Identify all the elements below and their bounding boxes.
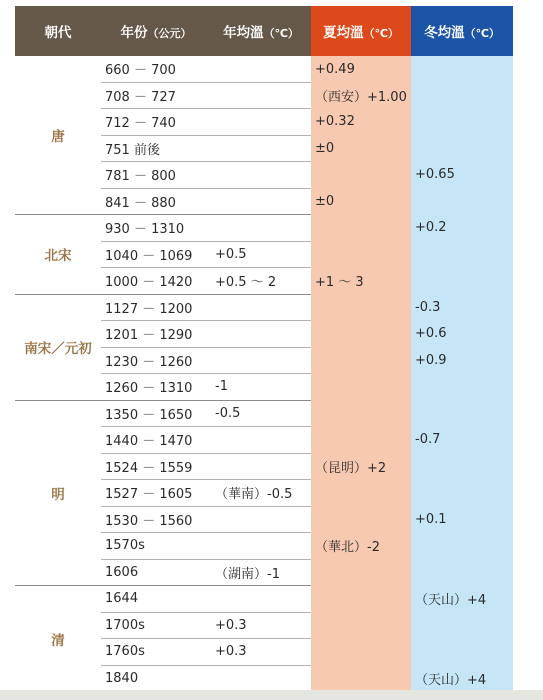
annual-temp-cell: +0.5 ～ 2 bbox=[211, 268, 311, 295]
winter-temp-cell bbox=[411, 82, 513, 109]
annual-temp-cell bbox=[211, 427, 311, 454]
winter-temp-cell bbox=[411, 56, 513, 82]
header-dynasty: 朝代 bbox=[15, 6, 101, 56]
year-cell: 751 前後 bbox=[101, 135, 211, 162]
winter-temp-cell: （天山）+4 bbox=[411, 665, 513, 692]
summer-temp-cell bbox=[311, 665, 411, 692]
summer-temp-cell bbox=[311, 374, 411, 401]
annual-temp-cell bbox=[211, 135, 311, 162]
winter-temp-cell bbox=[411, 533, 513, 560]
summer-temp-cell bbox=[311, 480, 411, 507]
year-cell: 1260 － 1310 bbox=[101, 374, 211, 401]
annual-temp-cell bbox=[211, 109, 311, 136]
year-cell: 930 － 1310 bbox=[101, 215, 211, 242]
winter-temp-cell bbox=[411, 268, 513, 295]
summer-temp-cell: +0.32 bbox=[311, 109, 411, 136]
summer-temp-cell bbox=[311, 612, 411, 639]
winter-temp-cell: +0.65 bbox=[411, 162, 513, 189]
winter-temp-cell bbox=[411, 135, 513, 162]
summer-temp-cell bbox=[311, 400, 411, 427]
header-winter-unit: （℃） bbox=[464, 27, 500, 40]
header-year: 年份（公元） bbox=[101, 6, 211, 56]
year-cell: 1760s bbox=[101, 639, 211, 666]
year-cell: 1527 － 1605 bbox=[101, 480, 211, 507]
summer-temp-cell bbox=[311, 559, 411, 586]
summer-temp-cell: （昆明）+2 bbox=[311, 453, 411, 480]
winter-temp-cell: +0.6 bbox=[411, 321, 513, 348]
annual-temp-cell bbox=[211, 586, 311, 613]
annual-temp-cell bbox=[211, 533, 311, 560]
annual-temp-cell bbox=[211, 506, 311, 533]
summer-temp-cell: +0.49 bbox=[311, 56, 411, 82]
header-summer-temp: 夏均溫（℃） bbox=[311, 6, 411, 56]
dynasty-cell: 南宋／元初 bbox=[15, 294, 101, 400]
year-cell: 1606 bbox=[101, 559, 211, 586]
header-annual-temp: 年均溫（℃） bbox=[211, 6, 311, 56]
annual-temp-cell: +0.5 bbox=[211, 241, 311, 268]
annual-temp-cell bbox=[211, 188, 311, 215]
annual-temp-cell: -0.5 bbox=[211, 400, 311, 427]
bottom-strip bbox=[0, 690, 543, 700]
annual-temp-cell bbox=[211, 82, 311, 109]
annual-temp-cell: （湖南）-1 bbox=[211, 559, 311, 586]
annual-temp-cell bbox=[211, 665, 311, 692]
year-cell: 1040 － 1069 bbox=[101, 241, 211, 268]
year-cell: 1230 － 1260 bbox=[101, 347, 211, 374]
year-cell: 1700s bbox=[101, 612, 211, 639]
annual-temp-cell bbox=[211, 56, 311, 82]
winter-temp-cell: +0.2 bbox=[411, 215, 513, 242]
annual-temp-cell: -1 bbox=[211, 374, 311, 401]
dynasty-cell: 清 bbox=[51, 632, 65, 649]
annual-temp-cell bbox=[211, 294, 311, 321]
winter-temp-cell bbox=[411, 480, 513, 507]
annual-temp-cell bbox=[211, 162, 311, 189]
dynasty-cell: 唐 bbox=[15, 56, 101, 215]
table-row bbox=[15, 294, 513, 321]
annual-temp-cell bbox=[211, 321, 311, 348]
year-cell: 1127 － 1200 bbox=[101, 294, 211, 321]
year-cell: 1570s bbox=[101, 533, 211, 560]
winter-temp-cell: -0.7 bbox=[411, 427, 513, 454]
summer-temp-cell bbox=[311, 639, 411, 666]
table-row bbox=[15, 586, 513, 613]
header-year-unit: （公元） bbox=[147, 27, 192, 40]
year-cell: 1644 bbox=[101, 586, 211, 613]
year-cell: 1840 bbox=[101, 665, 211, 692]
year-cell: 1350 － 1650 bbox=[101, 400, 211, 427]
table-body bbox=[15, 56, 513, 692]
year-cell: 1524 － 1559 bbox=[101, 453, 211, 480]
temperature-table bbox=[15, 6, 513, 692]
summer-temp-cell bbox=[311, 427, 411, 454]
winter-temp-cell: +0.1 bbox=[411, 506, 513, 533]
year-cell: 1000 － 1420 bbox=[101, 268, 211, 295]
winter-temp-cell bbox=[411, 453, 513, 480]
header-summer-unit: （℃） bbox=[363, 27, 399, 40]
winter-temp-cell: +0.9 bbox=[411, 347, 513, 374]
annual-temp-cell bbox=[211, 453, 311, 480]
annual-temp-cell bbox=[211, 215, 311, 242]
summer-temp-cell bbox=[311, 506, 411, 533]
summer-temp-cell: +1 ～ 3 bbox=[311, 268, 411, 295]
header-annual-unit: （℃） bbox=[263, 27, 299, 40]
winter-temp-cell bbox=[411, 188, 513, 215]
summer-temp-cell bbox=[311, 321, 411, 348]
summer-temp-cell: ±0 bbox=[311, 188, 411, 215]
winter-temp-cell bbox=[411, 639, 513, 666]
dynasty-cell: 明 bbox=[15, 400, 101, 586]
annual-temp-cell: +0.3 bbox=[211, 612, 311, 639]
summer-temp-cell bbox=[311, 241, 411, 268]
winter-temp-cell: （天山）+4 bbox=[411, 586, 513, 613]
annual-temp-cell: （華南）-0.5 bbox=[211, 480, 311, 507]
summer-temp-cell: （西安）+1.00 bbox=[311, 82, 411, 109]
year-cell: 841 － 880 bbox=[101, 188, 211, 215]
winter-temp-cell bbox=[411, 374, 513, 401]
header-winter-temp: 冬均溫（℃） bbox=[411, 6, 513, 56]
summer-temp-cell bbox=[311, 586, 411, 613]
summer-temp-cell: ±0 bbox=[311, 135, 411, 162]
annual-temp-cell: +0.3 bbox=[211, 639, 311, 666]
table-row bbox=[15, 215, 513, 242]
summer-temp-cell bbox=[311, 162, 411, 189]
winter-temp-cell bbox=[411, 241, 513, 268]
year-cell: 1530 － 1560 bbox=[101, 506, 211, 533]
year-cell: 712 － 740 bbox=[101, 109, 211, 136]
table-row bbox=[15, 400, 513, 427]
year-cell: 1440 － 1470 bbox=[101, 427, 211, 454]
year-cell: 1201 － 1290 bbox=[101, 321, 211, 348]
winter-temp-cell bbox=[411, 400, 513, 427]
year-cell: 660 － 700 bbox=[101, 56, 211, 82]
winter-temp-cell: -0.3 bbox=[411, 294, 513, 321]
summer-temp-cell bbox=[311, 294, 411, 321]
dynasty-cell: 北宋 bbox=[15, 215, 101, 295]
summer-temp-cell bbox=[311, 215, 411, 242]
annual-temp-cell bbox=[211, 347, 311, 374]
winter-temp-cell bbox=[411, 612, 513, 639]
year-cell: 708 － 727 bbox=[101, 82, 211, 109]
summer-temp-cell bbox=[311, 347, 411, 374]
header-row bbox=[15, 6, 513, 56]
table-row bbox=[15, 56, 513, 82]
winter-temp-cell bbox=[411, 109, 513, 136]
winter-temp-cell bbox=[411, 559, 513, 586]
summer-temp-cell: （華北）-2 bbox=[311, 533, 411, 560]
year-cell: 781 － 800 bbox=[101, 162, 211, 189]
